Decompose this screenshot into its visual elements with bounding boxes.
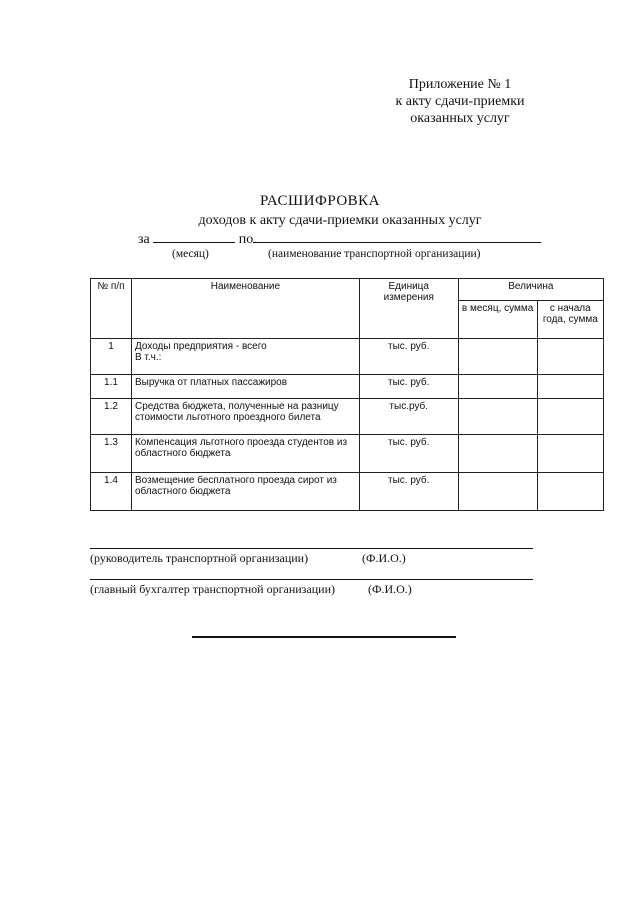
table-row bbox=[91, 399, 604, 435]
document-subtitle: доходов к акту сдачи-приемки оказанных услуг bbox=[198, 213, 482, 228]
row-month-cell[interactable] bbox=[458, 339, 537, 375]
hint-month: (месяц) bbox=[172, 248, 209, 260]
row-ytd-cell[interactable] bbox=[537, 435, 603, 473]
row-unit: тыс. руб. bbox=[359, 339, 458, 375]
accountant-signature-line[interactable] bbox=[90, 579, 533, 580]
row-month-cell[interactable] bbox=[458, 399, 537, 435]
row-name: Средства бюджета, полученные на разницу стоимости льготного проездного билета bbox=[131, 399, 359, 435]
table-row bbox=[91, 339, 604, 375]
period-za-label: за bbox=[138, 232, 150, 247]
row-num: 1.4 bbox=[91, 473, 132, 511]
row-month-cell[interactable] bbox=[458, 435, 537, 473]
row-ytd-cell[interactable] bbox=[537, 399, 603, 435]
period-po-label: по bbox=[238, 232, 254, 247]
row-unit: тыс. руб. bbox=[359, 435, 458, 473]
closing-rule bbox=[192, 636, 456, 638]
table-row bbox=[91, 435, 604, 473]
row-num: 1.2 bbox=[91, 399, 132, 435]
hint-org: (наименование транспортной организации) bbox=[268, 248, 481, 260]
row-name: Компенсация льготного проезда студентов из областного бюджета bbox=[131, 435, 359, 473]
appendix-line-2: к акту сдачи-приемки bbox=[395, 94, 525, 109]
month-blank-field[interactable] bbox=[153, 230, 235, 243]
accountant-caption: (главный бухгалтер транспортной организации) bbox=[90, 582, 335, 596]
row-month-cell[interactable] bbox=[458, 473, 537, 511]
row-unit: тыс. руб. bbox=[359, 375, 458, 399]
head-caption: (руководитель транспортной организации) bbox=[90, 551, 309, 565]
header-num: № п/п bbox=[91, 279, 132, 339]
row-num: 1.3 bbox=[91, 435, 132, 473]
row-month-cell[interactable] bbox=[458, 375, 537, 399]
period-line bbox=[138, 230, 558, 248]
row-ytd-cell[interactable] bbox=[537, 473, 603, 511]
table-row bbox=[91, 375, 604, 399]
document-title: РАСШИФРОВКА bbox=[259, 193, 381, 209]
appendix-line-1: Приложение № 1 bbox=[408, 77, 512, 92]
row-ytd-cell[interactable] bbox=[537, 375, 603, 399]
header-value: Величина bbox=[458, 279, 603, 301]
accountant-fio-caption: (Ф.И.О.) bbox=[368, 582, 412, 596]
row-unit: тыс.руб. bbox=[359, 399, 458, 435]
row-name-sub: В т.ч.: bbox=[134, 352, 162, 363]
row-unit: тыс. руб. bbox=[359, 473, 458, 511]
table-row bbox=[91, 473, 604, 511]
row-num: 1.1 bbox=[91, 375, 132, 399]
row-name-main: Доходы предприятия - всего bbox=[134, 341, 267, 352]
row-ytd-cell[interactable] bbox=[537, 339, 603, 375]
row-name: Возмещение бесплатного проезда сирот из областного бюджета bbox=[131, 473, 359, 511]
head-fio-caption: (Ф.И.О.) bbox=[362, 551, 406, 565]
appendix-header bbox=[370, 76, 550, 127]
appendix-line-3: оказанных услуг bbox=[410, 111, 510, 126]
row-num: 1 bbox=[91, 339, 132, 375]
income-table bbox=[90, 278, 604, 511]
header-unit: Единица измерения bbox=[359, 279, 458, 339]
head-signature-line[interactable] bbox=[90, 548, 533, 549]
header-month: в месяц, сумма bbox=[458, 301, 537, 339]
header-name: Наименование bbox=[131, 279, 359, 339]
row-name bbox=[131, 339, 359, 375]
row-name: Выручка от платных пассажиров bbox=[131, 375, 359, 399]
table-header-row bbox=[91, 279, 604, 301]
org-blank-field[interactable] bbox=[253, 230, 541, 243]
header-ytd: с начала года, сумма bbox=[537, 301, 603, 339]
